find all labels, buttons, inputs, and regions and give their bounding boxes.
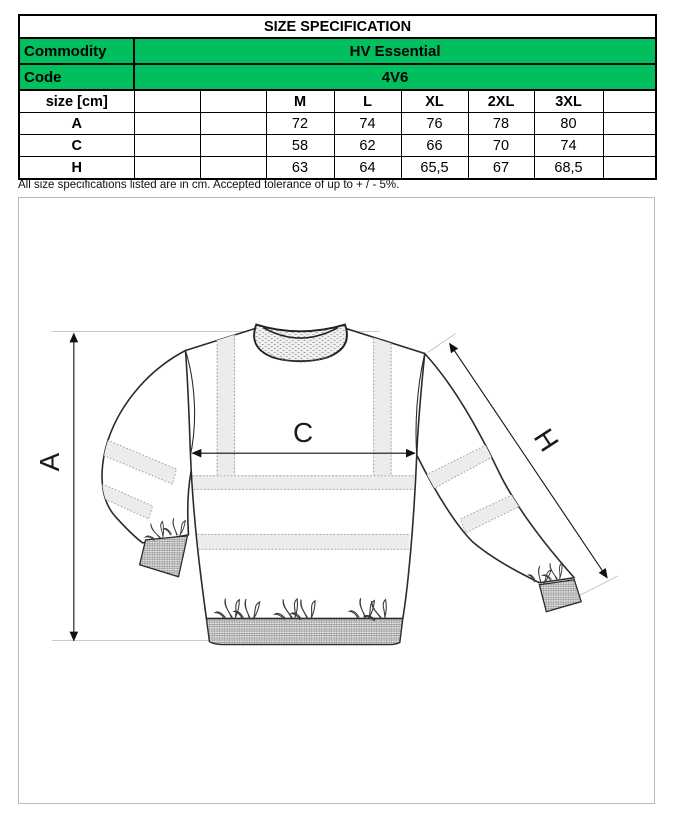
table-row-c	[19, 135, 656, 157]
header-cell-3xl: 3XL	[534, 90, 603, 113]
cell: 66	[401, 135, 468, 157]
header-cell	[134, 90, 200, 113]
cell: 58	[266, 135, 334, 157]
header-cell	[603, 90, 656, 113]
cell: 80	[534, 113, 603, 135]
row-label: H	[19, 157, 134, 180]
header-cell	[200, 90, 266, 113]
cell: 76	[401, 113, 468, 135]
dimension-h-label: H	[527, 423, 565, 457]
commodity-label: Commodity	[19, 38, 134, 64]
garment-body	[185, 328, 424, 619]
cell	[200, 135, 266, 157]
table-row-a	[19, 113, 656, 135]
cell: 72	[266, 113, 334, 135]
size-specification-table	[18, 14, 657, 180]
right-sleeve	[416, 353, 574, 582]
cell: 67	[468, 157, 534, 180]
cell	[200, 113, 266, 135]
cell	[200, 157, 266, 180]
code-label: Code	[19, 64, 134, 90]
garment-diagram-box	[18, 197, 655, 804]
cell: 62	[334, 135, 401, 157]
header-cell-xl: XL	[401, 90, 468, 113]
header-cell-2xl: 2XL	[468, 90, 534, 113]
cell: 78	[468, 113, 534, 135]
cell: 63	[266, 157, 334, 180]
cell	[603, 135, 656, 157]
commodity-row	[19, 38, 656, 64]
cell	[134, 135, 200, 157]
cell	[603, 157, 656, 180]
hem-ribbing	[206, 619, 402, 645]
cell: 65,5	[401, 157, 468, 180]
sleeve-bottom-guide-line	[573, 576, 618, 599]
row-label: A	[19, 113, 134, 135]
table-title: SIZE SPECIFICATION	[19, 15, 656, 38]
right-cuff-ribbing	[539, 580, 581, 612]
cell: 74	[534, 135, 603, 157]
cell	[134, 113, 200, 135]
cell: 74	[334, 113, 401, 135]
dimension-c-label: C	[293, 417, 314, 449]
code-value: 4V6	[134, 64, 656, 90]
code-row	[19, 64, 656, 90]
cell: 64	[334, 157, 401, 180]
header-cell-m: M	[266, 90, 334, 113]
dimension-a	[34, 334, 74, 641]
size-header-row	[19, 90, 656, 113]
cell	[134, 157, 200, 180]
tolerance-footnote: All size specifications listed are in cm. Accepted tolerance of up to + / - 5%.	[18, 179, 400, 191]
dimension-a-label: A	[33, 452, 65, 472]
table-row-h	[19, 157, 656, 180]
left-sleeve	[94, 350, 196, 542]
table-title-row	[19, 15, 656, 38]
cell: 70	[468, 135, 534, 157]
row-label: C	[19, 135, 134, 157]
garment-technical-drawing	[19, 198, 654, 803]
size-unit-label: size [cm]	[19, 90, 134, 113]
header-cell-l: L	[334, 90, 401, 113]
sleeve-top-guide-line	[428, 334, 456, 353]
cell: 68,5	[534, 157, 603, 180]
cell	[603, 113, 656, 135]
left-cuff-ribbing	[140, 536, 188, 577]
commodity-value: HV Essential	[134, 38, 656, 64]
